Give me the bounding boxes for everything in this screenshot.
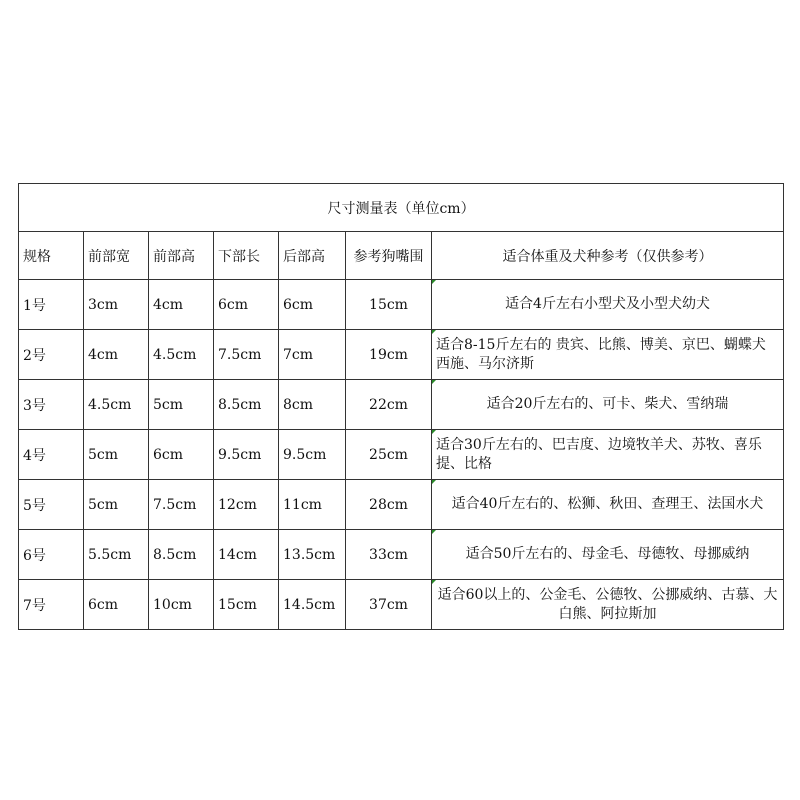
size-cell: 3号 xyxy=(19,380,84,430)
front-width-cell: 5cm xyxy=(84,480,149,530)
front-height-cell: 6cm xyxy=(149,430,214,480)
bottom-length-cell: 7.5cm xyxy=(214,330,279,380)
front-height-cell: 4.5cm xyxy=(149,330,214,380)
suitable-breeds-cell: 适合60以上的、公金毛、公德牧、公挪威纳、古慕、大白熊、阿拉斯加 xyxy=(432,580,784,630)
front-height-cell: 4cm xyxy=(149,280,214,330)
table-row xyxy=(19,530,784,580)
back-height-cell: 14.5cm xyxy=(279,580,346,630)
size-cell: 7号 xyxy=(19,580,84,630)
front-width-cell: 6cm xyxy=(84,580,149,630)
header-front-width: 前部宽 xyxy=(84,232,149,280)
bottom-length-cell: 12cm xyxy=(214,480,279,530)
back-height-cell: 6cm xyxy=(279,280,346,330)
front-height-cell: 8.5cm xyxy=(149,530,214,580)
suitable-breeds-cell: 适合8-15斤左右的 贵宾、比熊、博美、京巴、蝴蝶犬西施、马尔济斯 xyxy=(432,330,784,380)
muzzle-cell: 19cm xyxy=(346,330,432,380)
table-row xyxy=(19,580,784,630)
header-front-height: 前部高 xyxy=(149,232,214,280)
bottom-length-cell: 8.5cm xyxy=(214,380,279,430)
header-size: 规格 xyxy=(19,232,84,280)
table-row xyxy=(19,480,784,530)
header-suitable: 适合体重及犬种参考（仅供参考） xyxy=(432,232,784,280)
bottom-length-cell: 6cm xyxy=(214,280,279,330)
size-cell: 5号 xyxy=(19,480,84,530)
size-cell: 4号 xyxy=(19,430,84,480)
suitable-breeds-cell: 适合4斤左右小型犬及小型犬幼犬 xyxy=(432,280,784,330)
front-height-cell: 7.5cm xyxy=(149,480,214,530)
back-height-cell: 7cm xyxy=(279,330,346,380)
table-title: 尺寸测量表（单位cm） xyxy=(19,184,784,232)
table-row xyxy=(19,380,784,430)
header-back-height: 后部高 xyxy=(279,232,346,280)
size-cell: 2号 xyxy=(19,330,84,380)
header-row xyxy=(19,232,784,280)
bottom-length-cell: 9.5cm xyxy=(214,430,279,480)
front-width-cell: 5.5cm xyxy=(84,530,149,580)
front-width-cell: 4.5cm xyxy=(84,380,149,430)
suitable-breeds-cell: 适合50斤左右的、母金毛、母德牧、母挪威纳 xyxy=(432,530,784,580)
table-row xyxy=(19,280,784,330)
front-height-cell: 10cm xyxy=(149,580,214,630)
back-height-cell: 11cm xyxy=(279,480,346,530)
size-cell: 1号 xyxy=(19,280,84,330)
header-bottom-length: 下部长 xyxy=(214,232,279,280)
muzzle-cell: 22cm xyxy=(346,380,432,430)
suitable-breeds-cell: 适合20斤左右的、可卡、柴犬、雪纳瑞 xyxy=(432,380,784,430)
muzzle-cell: 37cm xyxy=(346,580,432,630)
back-height-cell: 8cm xyxy=(279,380,346,430)
back-height-cell: 13.5cm xyxy=(279,530,346,580)
header-muzzle: 参考狗嘴围 xyxy=(346,232,432,280)
front-width-cell: 4cm xyxy=(84,330,149,380)
suitable-breeds-cell: 适合40斤左右的、松狮、秋田、查理王、法国水犬 xyxy=(432,480,784,530)
front-width-cell: 3cm xyxy=(84,280,149,330)
front-height-cell: 5cm xyxy=(149,380,214,430)
size-cell: 6号 xyxy=(19,530,84,580)
size-measurement-table xyxy=(18,183,784,630)
muzzle-cell: 25cm xyxy=(346,430,432,480)
back-height-cell: 9.5cm xyxy=(279,430,346,480)
suitable-breeds-cell: 适合30斤左右的、巴吉度、边境牧羊犬、苏牧、喜乐提、比格 xyxy=(432,430,784,480)
front-width-cell: 5cm xyxy=(84,430,149,480)
title-row xyxy=(19,184,784,232)
bottom-length-cell: 14cm xyxy=(214,530,279,580)
table-row xyxy=(19,330,784,380)
muzzle-cell: 33cm xyxy=(346,530,432,580)
muzzle-cell: 15cm xyxy=(346,280,432,330)
muzzle-cell: 28cm xyxy=(346,480,432,530)
bottom-length-cell: 15cm xyxy=(214,580,279,630)
table-row xyxy=(19,430,784,480)
